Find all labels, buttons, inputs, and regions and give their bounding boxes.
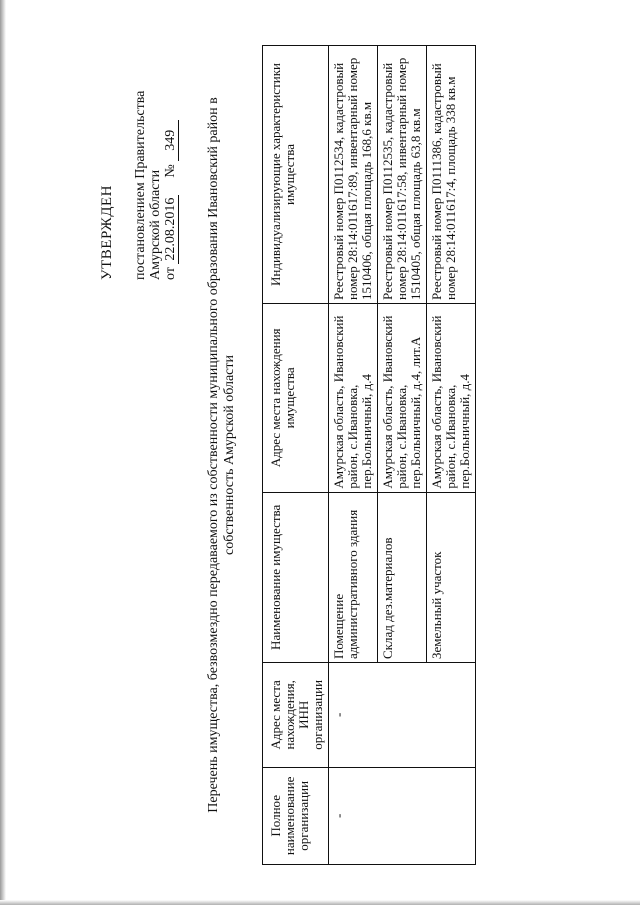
- header-org-name: Полное наименование организации: [263, 767, 329, 864]
- characteristics-cell: Реестровый номер П0111386, кадастровый номер 28:14:011617:4, площадь 338 кв.м: [427, 46, 476, 304]
- characteristics-cell: Реестровый номер П0112535, кадастровый номер 28:14:011617:58, инвентарный номер 1510405, общая площадь 63,8 кв.м: [378, 46, 427, 304]
- property-name-cell: Земельный участок: [427, 492, 476, 662]
- property-name-cell: Склад дез.материалов: [378, 492, 427, 662]
- property-address-cell: Амурская область, Ивановский район, с.Ивановка, пер.Больничный, д.4, лит.А: [378, 304, 427, 493]
- header-characteristics: Индивидуализирующие характеристики имущества: [263, 46, 329, 304]
- approval-date-line: [163, 20, 179, 280]
- document-title-line1: Перечень имущества, безвозмездно передаваемого из собственности муниципального образования Ивановский район в: [206, 97, 221, 813]
- approval-number: 349: [163, 120, 179, 161]
- property-name-cell: Помещение административного здания: [329, 492, 378, 662]
- table-row: [329, 46, 378, 865]
- header-property-name: Наименование имущества: [263, 492, 329, 662]
- document-title: [206, 85, 238, 825]
- property-table: [262, 45, 476, 865]
- header-org-address: Адрес места нахождения, ИНН организации: [263, 663, 329, 768]
- approval-stamp: [100, 20, 179, 280]
- document-title-line2: собственность Амурской области: [222, 354, 237, 556]
- property-address-cell: Амурская область, Ивановский район, с.Ивановка, пер.Больничный, д.4: [427, 304, 476, 493]
- approval-title: УТВЕРЖДЕН: [99, 185, 115, 280]
- approval-date: 22.08.2016: [163, 195, 179, 264]
- approval-line1: постановлением Правительства: [133, 90, 148, 280]
- header-property-address: Адрес места нахождения имущества: [263, 304, 329, 493]
- org-name-cell: -: [329, 767, 476, 864]
- approval-number-sign: №: [163, 164, 178, 178]
- org-address-cell: -: [329, 663, 476, 768]
- characteristics-cell: Реестровый номер П0112534, кадастровый номер 28:14:011617:89, инвентарный номер 1510406, общая площадь 168,6 кв.м: [329, 46, 378, 304]
- approval-from: от: [163, 267, 178, 280]
- approval-line2: Амурской области: [148, 169, 163, 280]
- property-address-cell: Амурская область, Ивановский район, с.Ивановка, пер.Больничный, д.4: [329, 304, 378, 493]
- table-header-row: [263, 46, 329, 865]
